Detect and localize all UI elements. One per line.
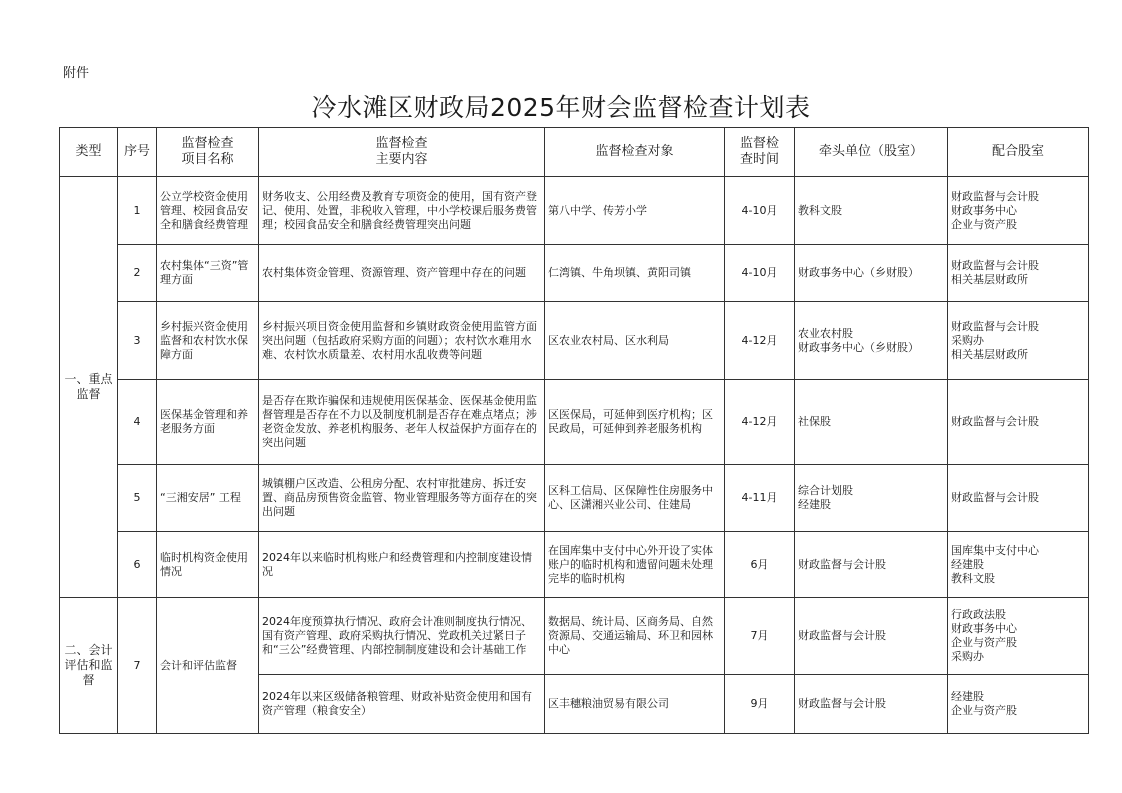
content-cell: 2024年度预算执行情况、政府会计准则制度执行情况、国有资产管理、政府采购执行情况、党政机关过紧日子和“三公”经费管理、内部控制制度建设和会计基础工作 — [259, 598, 545, 675]
project-cell: 医保基金管理和养老服务方面 — [157, 380, 259, 465]
inspection-plan-table — [59, 127, 1089, 734]
time-cell: 4-12月 — [725, 380, 795, 465]
time-cell: 7月 — [725, 598, 795, 675]
table-row — [60, 598, 1089, 675]
table-row — [60, 532, 1089, 598]
header-coop: 配合股室 — [948, 128, 1089, 177]
header-type: 类型 — [60, 128, 118, 177]
time-cell: 4-10月 — [725, 177, 795, 245]
header-project: 监督检查 项目名称 — [157, 128, 259, 177]
coop-cell: 行政政法股 财政事务中心 企业与资产股 采购办 — [948, 598, 1089, 675]
content-cell: 财务收支、公用经费及教育专项资金的使用，国有资产登记、使用、处置，非税收入管理，中小学校课后服务费管理；校园食品安全和膳食经费管理突出问题 — [259, 177, 545, 245]
project-cell: 会计和评估监督 — [157, 598, 259, 734]
content-cell: 2024年以来区级储备粮管理、财政补贴资金使用和国有资产管理（粮食安全） — [259, 675, 545, 734]
lead-cell: 财政监督与会计股 — [795, 532, 948, 598]
time-cell: 9月 — [725, 675, 795, 734]
time-cell: 4-10月 — [725, 245, 795, 302]
header-content: 监督检查 主要内容 — [259, 128, 545, 177]
content-cell: 农村集体资金管理、资源管理、资产管理中存在的问题 — [259, 245, 545, 302]
time-cell: 4-12月 — [725, 302, 795, 380]
seq-cell: 2 — [118, 245, 157, 302]
lead-cell: 教科文股 — [795, 177, 948, 245]
coop-cell: 财政监督与会计股 相关基层财政所 — [948, 245, 1089, 302]
project-cell: 临时机构资金使用情况 — [157, 532, 259, 598]
header-seq: 序号 — [118, 128, 157, 177]
coop-cell: 财政监督与会计股 财政事务中心 企业与资产股 — [948, 177, 1089, 245]
table-row — [60, 177, 1089, 245]
seq-cell: 3 — [118, 302, 157, 380]
attachment-label: 附件 — [63, 66, 90, 81]
coop-cell: 经建股 企业与资产股 — [948, 675, 1089, 734]
target-cell: 仁湾镇、牛角坝镇、黄阳司镇 — [545, 245, 725, 302]
content-cell: 城镇棚户区改造、公租房分配、农村审批建房、拆迁安置、商品房预售资金监管、物业管理服务等方面存在的突出问题 — [259, 465, 545, 532]
header-time: 监督检 查时间 — [725, 128, 795, 177]
table-row — [60, 380, 1089, 465]
seq-cell: 1 — [118, 177, 157, 245]
lead-cell: 农业农村股 财政事务中心（乡财股） — [795, 302, 948, 380]
target-cell: 在国库集中支付中心外开设了实体账户的临时机构和遗留问题未处理完毕的临时机构 — [545, 532, 725, 598]
target-cell: 区农业农村局、区水利局 — [545, 302, 725, 380]
project-cell: 农村集体“三资”管理方面 — [157, 245, 259, 302]
lead-cell: 财政监督与会计股 — [795, 598, 948, 675]
time-cell: 4-11月 — [725, 465, 795, 532]
coop-cell: 财政监督与会计股 — [948, 380, 1089, 465]
header-target: 监督检查对象 — [545, 128, 725, 177]
project-cell: 乡村振兴资金使用监督和农村饮水保障方面 — [157, 302, 259, 380]
page-title: 冷水滩区财政局2025年财会监督检查计划表 — [311, 93, 811, 122]
table-row — [60, 302, 1089, 380]
target-cell: 区丰穗粮油贸易有限公司 — [545, 675, 725, 734]
table-header-row — [60, 128, 1089, 177]
category-cell: 一、重点 监督 — [60, 177, 118, 598]
seq-cell: 5 — [118, 465, 157, 532]
table-row — [60, 465, 1089, 532]
category-cell: 二、会计 评估和监 督 — [60, 598, 118, 734]
target-cell: 数据局、统计局、区商务局、自然资源局、交通运输局、环卫和园林中心 — [545, 598, 725, 675]
project-cell: 公立学校资金使用管理、校园食品安全和膳食经费管理 — [157, 177, 259, 245]
target-cell: 区医保局，可延伸到医疗机构；区民政局，可延伸到养老服务机构 — [545, 380, 725, 465]
lead-cell: 社保股 — [795, 380, 948, 465]
table-row — [60, 245, 1089, 302]
coop-cell: 财政监督与会计股 采购办 相关基层财政所 — [948, 302, 1089, 380]
lead-cell: 财政事务中心（乡财股） — [795, 245, 948, 302]
content-cell: 2024年以来临时机构账户和经费管理和内控制度建设情况 — [259, 532, 545, 598]
target-cell: 第八中学、传芳小学 — [545, 177, 725, 245]
seq-cell: 6 — [118, 532, 157, 598]
lead-cell: 财政监督与会计股 — [795, 675, 948, 734]
content-cell: 是否存在欺诈骗保和违规使用医保基金、医保基金使用监督管理是否存在不力以及制度机制是否存在难点堵点；涉老资金发放、养老机构服务、老年人权益保护方面存在的突出问题 — [259, 380, 545, 465]
seq-cell: 7 — [118, 598, 157, 734]
content-cell: 乡村振兴项目资金使用监督和乡镇财政资金使用监管方面突出问题（包括政府采购方面的问题）；农村饮水难用水难、农村饮水质量差、农村用水乱收费等问题 — [259, 302, 545, 380]
project-cell: “三湘安居” 工程 — [157, 465, 259, 532]
seq-cell: 4 — [118, 380, 157, 465]
coop-cell: 国库集中支付中心 经建股 教科文股 — [948, 532, 1089, 598]
time-cell: 6月 — [725, 532, 795, 598]
target-cell: 区科工信局、区保障性住房服务中心、区潇湘兴业公司、住建局 — [545, 465, 725, 532]
header-lead: 牵头单位（股室） — [795, 128, 948, 177]
coop-cell: 财政监督与会计股 — [948, 465, 1089, 532]
lead-cell: 综合计划股 经建股 — [795, 465, 948, 532]
